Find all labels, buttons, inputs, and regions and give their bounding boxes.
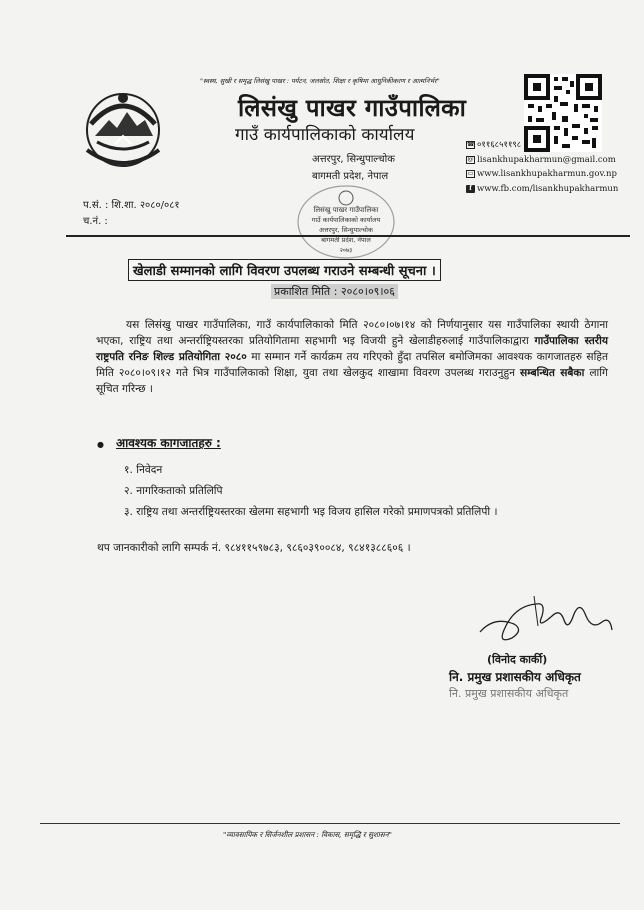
office-name: गाउँ कार्यपालिकाको कार्यालय: [235, 125, 415, 145]
list-item: ३. राष्ट्रिय तथा अन्तर्राष्ट्रियस्तरका खेलमा सहभागी भइ विजय हासिल गरेको प्रमाणपत्रको प्रतिलिपी ।: [124, 506, 498, 518]
signature: [474, 586, 624, 656]
footer-divider: [40, 823, 620, 824]
phone-icon: ☎: [467, 141, 475, 149]
body-bold-competition: गाउँपालिका स्तरीय राष्ट्रपति रनिङ शिल्ड प्रतियोगिता २०८०: [96, 335, 608, 363]
stamp-line-3: अत्तरपुर, सिन्धुपाल्चोक: [319, 226, 373, 234]
contact-email-text: lisankhupakharmun@gmail.com: [477, 154, 616, 165]
web-icon: ▭: [467, 170, 474, 178]
contact-phone-text: ०११६८५११९८: [477, 140, 522, 150]
facebook-icon: f: [466, 185, 475, 193]
contact-info: [466, 138, 618, 196]
header-motto: "स्वस्थ, सुखी र समृद्ध लिसंखु पाखर : पर्यटन, जलस्रोत, शिक्षा र कृषिमा आधुनिकीकरण र आत्मनिर्भर": [200, 77, 440, 85]
body-text-1: यस लिसंखु पाखर गाउँपालिका, गाउँ कार्यपालिकाको मिति २०८०।०७।१४ को निर्णयानुसार यस गाउँपालिका स्थायी ठेगाना भएका, राष्ट्रिय तथा अन्तर्राष्ट्रियस्तरका प्रतियोगितामा सहभागी भइ विजयी हुने खेलाडीहरुलाई गाउँपालिकाद्वारा: [96, 319, 608, 347]
contact-facebook: [466, 182, 618, 197]
contact-email: [466, 153, 618, 168]
email-icon: @: [467, 155, 474, 163]
address-line-2: बागमती प्रदेश, नेपाल: [312, 171, 389, 182]
notice-subject: खेलाडी सम्मानको लागि विवरण उपलब्ध गराउने सम्बन्धी सूचना ।: [128, 259, 441, 281]
dispatch-number: च.नं. :: [83, 216, 108, 227]
contact-website: [466, 167, 618, 182]
office-stamp: [296, 182, 396, 262]
bullet-icon: ●: [97, 440, 104, 449]
address-line-1: अत्तरपुर, सिन्धुपाल्चोक: [312, 154, 395, 165]
header-divider: [66, 235, 630, 237]
stamp-line-5: २०७३: [339, 247, 353, 254]
documents-list: [124, 460, 497, 523]
list-item: १. निवेदन: [124, 464, 163, 476]
documents-heading: आवश्यक कागजातहरु :: [116, 436, 221, 450]
signatory-stamp: नि. प्रमुख प्रशासकीय अधिकृत: [449, 687, 569, 700]
notice-body: [96, 317, 608, 397]
contact-numbers: थप जानकारीको लागि सम्पर्क नं. ९८४११५९७८३, ९८६०३९००८४, ९८४१३८८६०६ ।: [97, 542, 411, 554]
nepal-emblem-icon: [77, 80, 169, 172]
signatory-post: नि. प्रमुख प्रशासकीय अधिकृत: [449, 670, 581, 684]
body-bold-concerned: सम्बन्धित सबैका: [519, 367, 585, 379]
body-text-3: लागि सूचित गरिन्छ ।: [96, 367, 608, 395]
signatory-name: (विनोद कार्की): [487, 653, 548, 666]
municipality-name: लिसंखु पाखर गाउँपालिका: [238, 94, 467, 122]
contact-phone: [466, 138, 618, 153]
body-text-2: मा सम्मान गर्ने कार्यक्रम तय गरिएको हुँदा तपसिल बमोजिमका आवश्यक कागजातहरु सहित मिति २०८०।०९।१२ गते भित्र गाउँपालिकाको शिक्षा, युवा तथा खेलकुद शाखामा विवरण उपलब्ध गराउनुहुन: [96, 351, 608, 379]
stamp-line-4: बागमती प्रदेश, नेपाल: [321, 236, 371, 244]
list-item: २. नागरिकताको प्रतिलिपि: [124, 485, 223, 497]
contact-website-text: www.lisankhupakharmun.gov.np: [477, 169, 617, 179]
stamp-line-2: गाउँ कार्यपालिकाको कार्यालय: [311, 216, 381, 224]
letter-number: प.सं. : शि.शा. २०८०/०८१: [83, 200, 180, 211]
contact-facebook-text: www.fb.com/lisankhupakharmun: [477, 183, 619, 194]
published-date: प्रकाशित मिति : २०८०।०९।०६: [271, 284, 398, 299]
stamp-line-1: लिसंखु पाखर गाउँपालिका: [313, 206, 379, 214]
footer-motto: "व्यावसायिक र सिर्जनशील प्रशासन : विकास, समृद्धि र सुशासन": [223, 830, 392, 839]
